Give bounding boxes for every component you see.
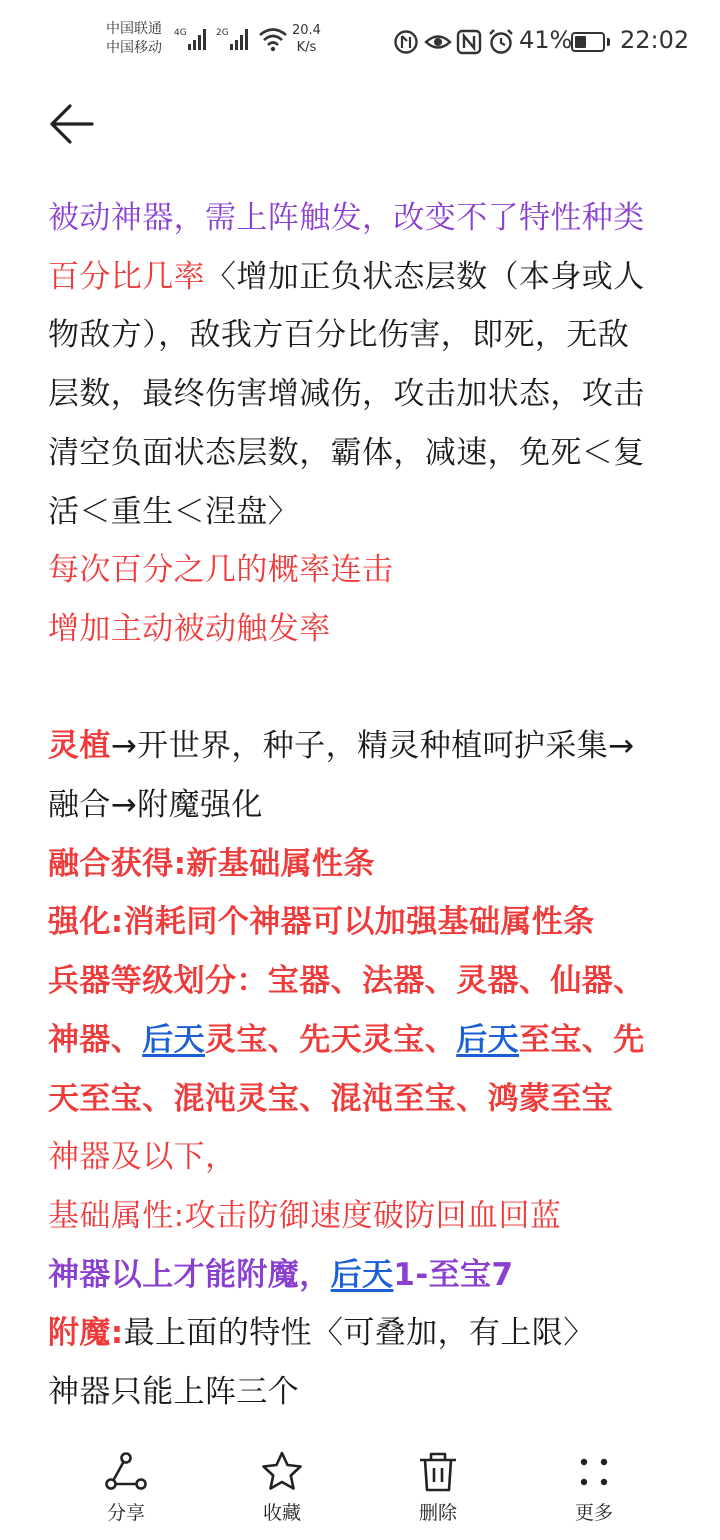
link-houtian[interactable]: 后天 <box>456 1021 520 1058</box>
nfc-pay-icon <box>396 32 417 53</box>
signal-4g-icon <box>174 26 212 52</box>
alarm-icon <box>490 30 512 53</box>
note-line <box>48 248 678 307</box>
note-line: 强化:消耗同个神器可以加强基础属性条 <box>48 904 595 941</box>
note-text: 灵宝、先天灵宝、 <box>205 1021 457 1058</box>
note-line: 融合→附魔强化 <box>48 787 263 824</box>
note-text: 1-至宝7 <box>393 1256 514 1293</box>
share-icon <box>104 1450 148 1494</box>
note-line: 活＜重生＜涅盘〉 <box>48 493 300 530</box>
net-speed-unit: K/s <box>296 40 317 55</box>
note-text-red: 百分比几率 <box>48 258 205 295</box>
note-content <box>48 189 678 1422</box>
note-line: 基础属性:攻击防御速度破防回血回蓝 <box>48 1197 562 1234</box>
wifi-icon <box>258 26 288 52</box>
favorite-button[interactable] <box>222 1446 342 1530</box>
star-icon <box>260 1450 304 1494</box>
note-line <box>48 1011 678 1070</box>
status-icons <box>394 28 516 56</box>
note-line: 天至宝、混沌灵宝、混沌至宝、鸿蒙至宝 <box>48 1080 614 1117</box>
more-dots-icon <box>572 1450 616 1494</box>
favorite-label: 收藏 <box>262 1502 301 1524</box>
nfc-icon <box>458 31 480 53</box>
note-line: 神器只能上阵三个 <box>48 1374 300 1411</box>
battery-icon <box>571 32 605 52</box>
share-label: 分享 <box>106 1502 145 1524</box>
link-houtian[interactable]: 后天 <box>142 1021 206 1058</box>
blank-line <box>48 659 678 718</box>
battery-level-fill <box>575 36 586 48</box>
note-text-red-bold: 附魔: <box>48 1315 124 1352</box>
note-line: 清空负面状态层数，霸体，减速，免死＜复 <box>48 434 645 471</box>
note-text: 神器、 <box>48 1021 143 1058</box>
net-type-2: 2G <box>216 28 229 38</box>
note-line <box>48 1304 678 1363</box>
net-speed-value: 20.4 <box>292 23 321 38</box>
note-text: →开世界，种子，精灵种植呵护采集→ <box>110 728 635 765</box>
note-text: 神器以上才能附魔， <box>48 1256 331 1293</box>
clock: 22:02 <box>620 26 690 54</box>
note-line <box>48 717 678 776</box>
share-button[interactable] <box>66 1446 186 1530</box>
delete-button[interactable] <box>378 1446 498 1530</box>
battery-tip <box>607 38 610 46</box>
battery-percent: 41% <box>519 26 573 54</box>
more-label: 更多 <box>574 1502 613 1524</box>
carrier-labels <box>106 20 162 58</box>
link-houtian[interactable]: 后天 <box>330 1256 394 1293</box>
note-line <box>48 1246 678 1305</box>
bottom-toolbar <box>0 1436 720 1540</box>
note-line: 神器及以下， <box>48 1139 237 1176</box>
eye-icon <box>426 37 450 48</box>
back-button[interactable] <box>44 98 100 150</box>
delete-label: 删除 <box>418 1502 457 1524</box>
note-line: 物敌方），敌我方百分比伤害，即死，无敌 <box>48 317 630 354</box>
signal-2g-icon <box>216 26 254 52</box>
note-text-red-bold: 灵植 <box>48 728 111 765</box>
note-text: 〈增加正负状态层数（本身或人 <box>205 258 645 295</box>
more-button[interactable] <box>534 1446 654 1530</box>
network-speed <box>292 22 321 56</box>
carrier-1: 中国联通 <box>106 21 162 37</box>
trash-icon <box>416 1450 460 1494</box>
note-line: 被动神器，需上阵触发，改变不了特性种类 <box>48 200 645 236</box>
note-text: 最上面的特性〈可叠加，有上限〉 <box>123 1315 595 1352</box>
back-arrow-icon <box>44 98 100 150</box>
net-type-1: 4G <box>174 28 187 38</box>
carrier-2: 中国移动 <box>106 40 162 56</box>
note-line: 兵器等级划分：宝器、法器、灵器、仙器、 <box>48 963 645 1000</box>
note-line: 每次百分之几的概率连击 <box>48 552 394 589</box>
note-line: 增加主动被动触发率 <box>48 610 331 647</box>
status-bar <box>0 0 720 84</box>
note-line: 融合获得:新基础属性条 <box>48 845 375 882</box>
note-text: 至宝、先 <box>519 1021 645 1058</box>
note-line: 层数，最终伤害增减伤，攻击加状态，攻击 <box>48 376 645 413</box>
